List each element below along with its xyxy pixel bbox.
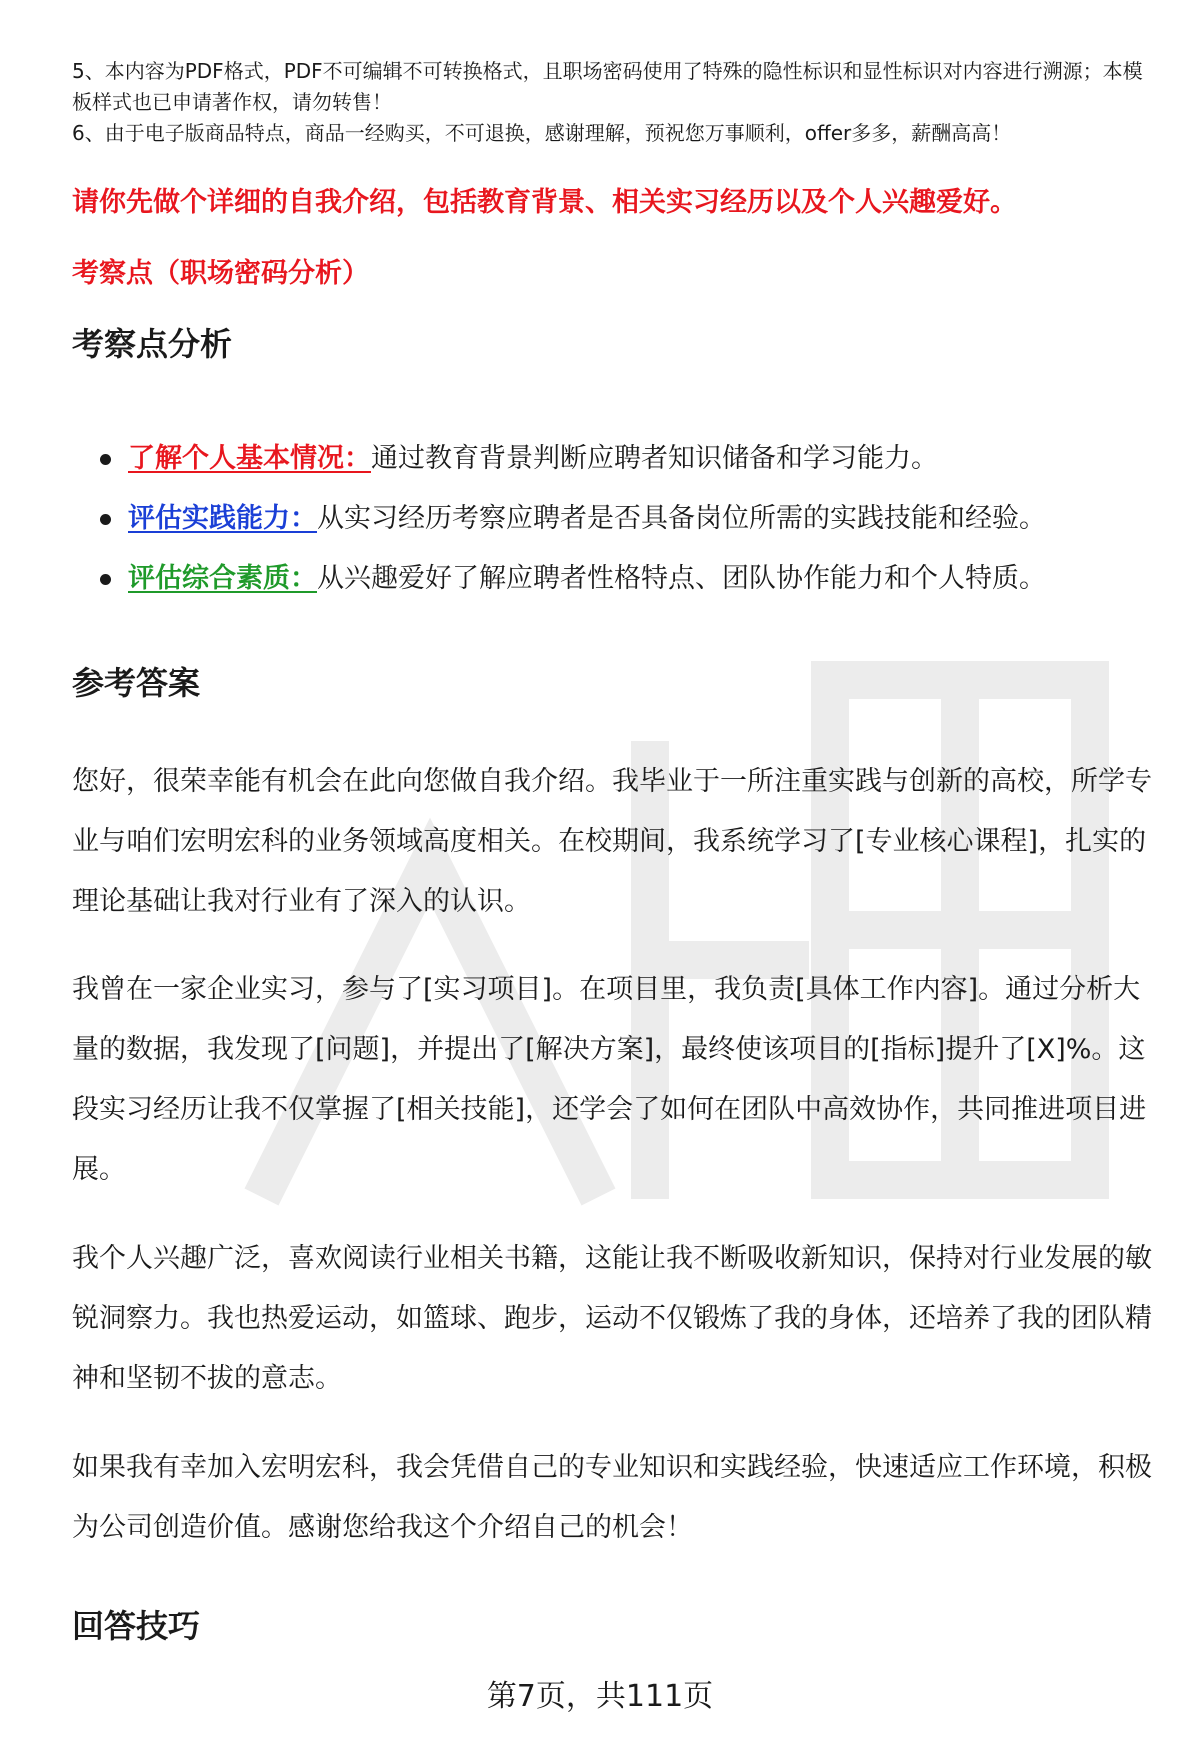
analysis-list bbox=[100, 441, 1180, 621]
notice-line-6: 6、由于电子版商品特点，商品一经购买，不可退换，感谢理解，预祝您万事顺利，offer多多，薪酬高高！ bbox=[72, 121, 1012, 145]
answer-paragraph: 我曾在一家企业实习，参与了[实习项目]。在项目里，我负责[具体工作内容]。通过分析大量的数据，我发现了[问题]，并提出了[解决方案]，最终使该项目的[指标]提升了[X]%。这段实习经历让我不仅掌握了[相关技能]，还学会了如何在团队中高效协作，共同推进项目进展。 bbox=[72, 974, 1147, 1185]
page-number: 第7页，共111页 bbox=[486, 1679, 714, 1714]
bullet-dot-icon bbox=[100, 574, 111, 585]
analysis-keyword: 评估综合素质： bbox=[128, 563, 317, 594]
analysis-keyword: 评估实践能力： bbox=[128, 503, 317, 534]
analysis-item bbox=[100, 561, 1180, 621]
bullet-dot-icon bbox=[100, 454, 111, 465]
answer-paragraph: 如果我有幸加入宏明宏科，我会凭借自己的专业知识和实践经验，快速适应工作环境，积极为公司创造价值。感谢您给我这个介绍自己的机会！ bbox=[72, 1452, 1152, 1543]
exam-point-title: 考察点（职场密码分析） bbox=[72, 258, 369, 289]
analysis-item bbox=[100, 441, 1180, 501]
analysis-heading: 考察点分析 bbox=[72, 325, 233, 363]
interview-question: 请你先做个详细的自我介绍，包括教育背景、相关实习经历以及个人兴趣爱好。 bbox=[72, 187, 1017, 218]
answer-paragraph: 我个人兴趣广泛，喜欢阅读行业相关书籍，这能让我不断吸收新知识，保持对行业发展的敏锐洞察力。我也热爱运动，如篮球、跑步，运动不仅锻炼了我的身体，还培养了我的团队精神和坚韧不拔的意志。 bbox=[72, 1243, 1152, 1394]
notice-line-5: 5、本内容为PDF格式，PDF不可编辑不可转换格式，且职场密码使用了特殊的隐性标识和显性标识对内容进行溯源；本模板样式也已申请著作权，请勿转售！ bbox=[72, 59, 1143, 114]
analysis-text: 从实习经历考察应聘者是否具备岗位所需的实践技能和经验。 bbox=[317, 503, 1046, 534]
analysis-item bbox=[100, 501, 1180, 561]
answer-paragraph: 您好，很荣幸能有机会在此向您做自我介绍。我毕业于一所注重实践与创新的高校，所学专业与咱们宏明宏科的业务领域高度相关。在校期间，我系统学习了[专业核心课程]，扎实的理论基础让我对行业有了深入的认识。 bbox=[72, 766, 1152, 917]
analysis-text: 从兴趣爱好了解应聘者性格特点、团队协作能力和个人特质。 bbox=[317, 563, 1046, 594]
answer-heading: 参考答案 bbox=[72, 664, 201, 702]
analysis-keyword: 了解个人基本情况： bbox=[128, 443, 371, 474]
analysis-text: 通过教育背景判断应聘者知识储备和学习能力。 bbox=[371, 443, 938, 474]
bullet-dot-icon bbox=[100, 514, 111, 525]
tips-heading: 回答技巧 bbox=[72, 1607, 201, 1645]
